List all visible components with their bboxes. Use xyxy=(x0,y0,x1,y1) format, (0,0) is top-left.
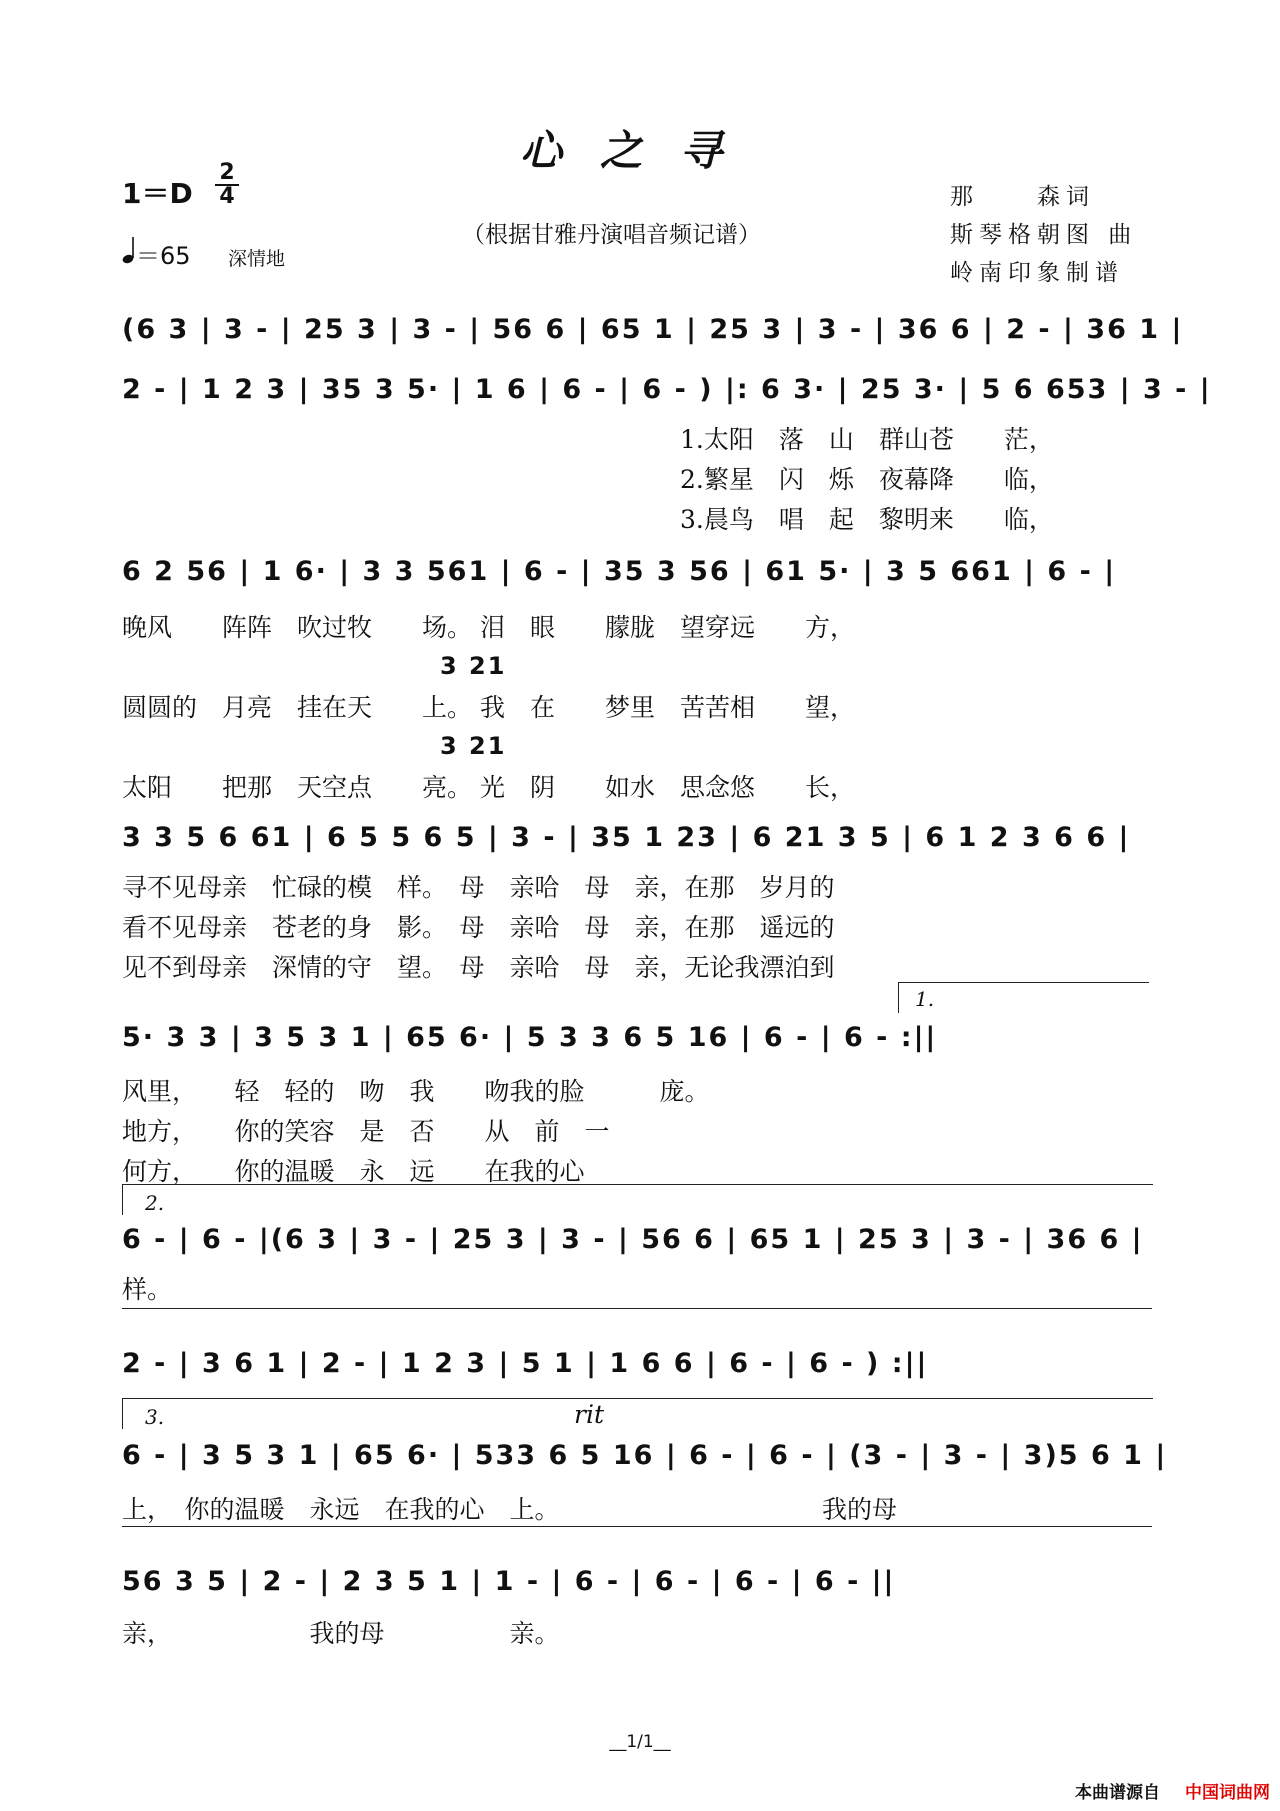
source-label: 本曲谱源自 xyxy=(1075,1783,1160,1803)
music-line-11: 56 3 5 | 2 - | 2 3 5 1 | 1 - | 6 - | 6 - | 6 - | 6 - || xyxy=(122,1566,896,1597)
first-ending-label: 1. xyxy=(915,987,935,1011)
key-signature: 1＝D xyxy=(122,177,193,210)
expression-mark: 深情地 xyxy=(228,248,286,270)
lyric-line-4: 圆圆的 月亮 挂在天 上。 我 在 梦里 苦苦相 望， xyxy=(122,693,855,722)
third-ending-label: 3. xyxy=(145,1405,165,1429)
music-line-2: 2 - | 1 2 3 | 35 3 5· | 1 6 | 6 - | 6 - ) |: 6 3· | 25 3· | 5 6 653 | 3 - | xyxy=(122,374,1212,405)
music-line-3: 6 2 56 | 1 6· | 3 3 561 | 6 - | 35 3 56 | 61 5· | 3 5 661 | 6 - | xyxy=(122,556,1117,587)
composer-credit: 斯琴格朝图 曲 xyxy=(950,222,1138,248)
tempo-marking xyxy=(122,236,191,271)
page-number: __1/1__ xyxy=(609,1732,671,1752)
lyric-line-6a: 寻不见母亲 忙碌的模 样。 母 亲哈 母 亲，在那 岁月的 xyxy=(122,873,835,902)
time-denominator: 4 xyxy=(219,184,235,209)
lyric-line-11: 亲， 我的母 亲。 xyxy=(122,1619,560,1648)
lyric-line-7c: 何方， 你的温暖 永 远 在我的心 xyxy=(122,1157,585,1186)
grace-notes-4: 3 21 xyxy=(440,652,507,680)
second-ending-continuation xyxy=(122,1308,1152,1309)
second-ending-label: 2. xyxy=(145,1191,165,1215)
tempo-value: ＝65 xyxy=(136,242,191,270)
verse-intro-2: 2.繁星 闪 烁 夜幕降 临， xyxy=(680,465,1054,494)
third-ending-continuation xyxy=(122,1526,1152,1527)
third-ending-bracket xyxy=(122,1398,1153,1429)
subtitle: （根据甘雅丹演唱音频记谱） xyxy=(462,222,761,248)
music-line-10: 6 - | 3 5 3 1 | 65 6· | 533 6 5 16 | 6 - | 6 - | (3 - | 3 - | 3)5 6 1 | xyxy=(122,1440,1168,1471)
lyric-line-8: 样。 xyxy=(122,1275,173,1304)
lyric-line-10: 上， 你的温暖 永远 在我的心 上。 我的母 xyxy=(122,1495,898,1524)
lyricist-credit: 那 森词 xyxy=(950,184,1095,210)
grace-notes-5: 3 21 xyxy=(440,732,507,760)
time-numerator: 2 xyxy=(215,162,239,186)
lyric-line-5: 太阳 把那 天空点 亮。 光 阴 如水 思念悠 长， xyxy=(122,773,855,802)
site-name: 中国词曲网 xyxy=(1185,1783,1270,1803)
music-line-7: 5· 3 3 | 3 5 3 1 | 65 6· | 5 3 3 6 5 16 | 6 - | 6 - :|| xyxy=(122,1022,938,1053)
song-title: 心之寻 xyxy=(519,126,760,175)
lyric-line-7a: 风里， 轻 轻的 吻 我 吻我的脸 庞。 xyxy=(122,1077,710,1106)
music-line-1: (6 3 | 3 - | 25 3 | 3 - | 56 6 | 65 1 | 25 3 | 3 - | 36 6 | 2 - | 36 1 | xyxy=(122,314,1184,345)
music-line-8: 6 - | 6 - |(6 3 | 3 - | 25 3 | 3 - | 56 6 | 65 1 | 25 3 | 3 - | 36 6 | xyxy=(122,1224,1144,1255)
music-line-6: 3 3 5 6 61 | 6 5 5 6 5 | 3 - | 35 1 23 | 6 21 3 5 | 6 1 2 3 6 6 | xyxy=(122,822,1131,853)
lyric-line-3: 晚风 阵阵 吹过牧 场。 泪 眼 朦胧 望穿远 方， xyxy=(122,613,855,642)
engraver-credit: 岭南印象制谱 xyxy=(950,260,1124,286)
lyric-line-6b: 看不见母亲 苍老的身 影。 母 亲哈 母 亲，在那 遥远的 xyxy=(122,913,835,942)
verse-intro-3: 3.晨鸟 唱 起 黎明来 临， xyxy=(680,505,1054,534)
ritardando-mark: rit xyxy=(574,1400,604,1429)
second-ending-bracket xyxy=(122,1184,1153,1215)
music-line-9: 2 - | 3 6 1 | 2 - | 1 2 3 | 5 1 | 1 6 6 | 6 - | 6 - ) :|| xyxy=(122,1348,929,1379)
verse-intro-1: 1.太阳 落 山 群山苍 茫， xyxy=(680,425,1054,454)
lyric-line-6c: 见不到母亲 深情的守 望。 母 亲哈 母 亲，无论我漂泊到 xyxy=(122,953,835,982)
quarter-note-icon xyxy=(122,236,136,270)
lyric-line-7b: 地方， 你的笑容 是 否 从 前 一 xyxy=(122,1117,610,1146)
first-ending-bracket xyxy=(898,982,1149,1013)
time-signature xyxy=(215,162,239,208)
